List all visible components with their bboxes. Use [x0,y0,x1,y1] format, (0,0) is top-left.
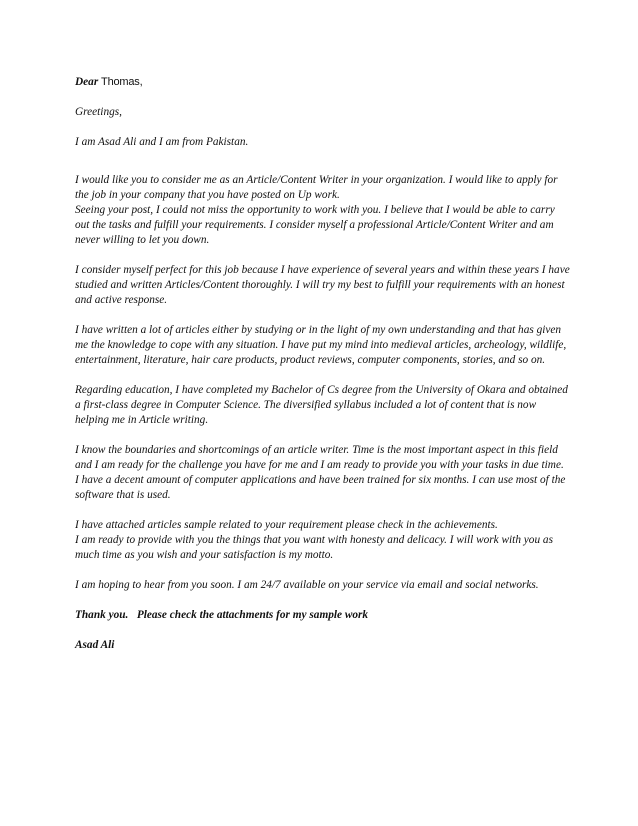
paragraph-application: I would like you to consider me as an Article/Content Writer in your organization. I would like to apply for the job in your company that you have posted on Up work. [75,174,558,201]
paragraph-education: Regarding education, I have completed my Bachelor of Cs degree from the University of Okara and obtained a first-class degree in Computer Science. The diversified syllabus included a lot of content that is now helping me in Article writing. [75,384,568,426]
paragraph-samples: I have attached articles sample related to your requirement please check in the achievements. [75,519,498,531]
paragraph-contact: I am hoping to hear from you soon. I am 24/7 available on your service via email and social networks. [75,579,539,591]
paragraph-commitment: I am ready to provide with you the things that you want with honesty and delicacy. I will work with you as much time as you wish and your satisfaction is my motto. [75,534,553,561]
salutation-word: Dear [75,76,99,88]
salutation [75,75,570,90]
paragraph-boundaries: I know the boundaries and shortcomings of an article writer. Time is the most important aspect in this field and I am ready for the challenge you have for me and I am ready to provide you with your tasks in due time. [75,444,564,471]
closing-line: Thank you. Please check the attachments for my sample work [75,609,369,621]
cover-letter [75,75,570,668]
recipient-name: Thomas, [101,76,143,88]
paragraph-opportunity: Seeing your post, I could not miss the opportunity to work with you. I believe that I would be able to carry out the tasks and fulfill your requirements. I consider myself a professional Article/Content Writer and am never willing to let you down. [75,204,555,246]
intro-paragraph: I am Asad Ali and I am from Pakistan. [75,136,249,148]
signature: Asad Ali [75,639,115,651]
paragraph-experience: I consider myself perfect for this job because I have experience of several years and within these years I have studied and written Articles/Content thoroughly. I will try my best to fulfill your requirements with an honest and active response. [75,264,570,306]
paragraph-articles: I have written a lot of articles either by studying or in the light of my own understanding and that has given me the knowledge to cope with any situation. I have put my mind into medieval articles, archeology, wildlife, entertainment, literature, hair care products, product reviews, computer components, stories, and so on. [75,324,567,366]
paragraph-skills: I have a decent amount of computer applications and have been trained for six months. I can use most of the software that is used. [75,474,566,501]
greeting: Greetings, [75,106,122,118]
